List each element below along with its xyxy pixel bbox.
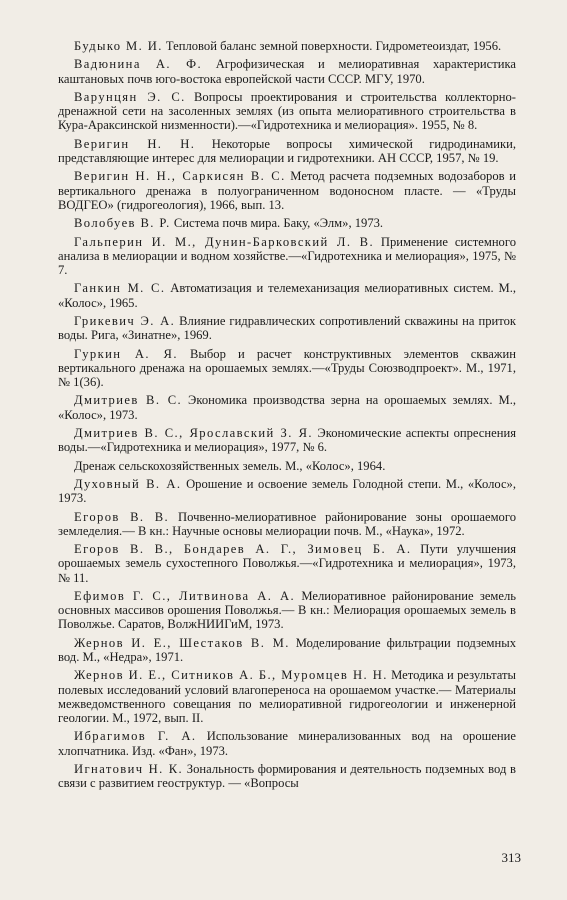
entry-text: Почвенно-мелиоративное районирование зоны орошаемого земледелия.— В кн.: Научные основы мелиорации почв. М., «Наука», 1972. xyxy=(58,509,517,538)
entry-text: Агрофизическая и мелиоративная характеристика каштановых почв юго-востока европейской части СССР. МГУ, 1970. xyxy=(58,57,517,86)
bibliography-list xyxy=(58,39,516,794)
bibliography-entry xyxy=(58,347,516,390)
bibliography-entry xyxy=(58,281,516,309)
entry-author: Вадюнина А. Ф. xyxy=(74,57,202,72)
bibliography-entry xyxy=(58,314,516,342)
entry-author: Егоров В. В., Бондарев А. Г., Зимовец Б. А. xyxy=(74,542,412,557)
bibliography-entry xyxy=(58,137,516,165)
entry-author: Веригин Н. Н., Саркисян В. С. xyxy=(74,169,286,184)
entry-author: Гальперин И. М., Дунин-Барковский Л. В. xyxy=(74,234,374,249)
entry-text: Зональность формирования и деятельность подземных вод в связи с развитием геоструктур. — «Вопросы xyxy=(58,761,516,791)
entry-author: Гуркин А. Я. xyxy=(74,346,178,361)
bibliography-entry xyxy=(58,459,516,473)
bibliography-entry xyxy=(58,477,516,505)
bibliography-entry xyxy=(58,57,516,85)
entry-text: Экономика производства зерна на орошаемых землях. М., «Колос», 1973. xyxy=(58,393,516,422)
entry-author: Духовный В. А. xyxy=(74,476,182,491)
entry-author: Дмитриев В. С., Ярославский З. Я. xyxy=(74,425,313,440)
bibliography-entry xyxy=(58,39,516,53)
bibliography-entry xyxy=(58,636,516,664)
bibliography-entry xyxy=(58,393,516,421)
bibliography-entry xyxy=(58,542,516,585)
entry-author: Волобуев В. Р. xyxy=(74,216,171,231)
entry-text: Влияние гидравлических сопротивлений скважины на приток воды. Рига, «Зинатне», 1969. xyxy=(58,313,516,343)
entry-text: Пути улучшения орошаемых земель сухостепного Поволжья.—«Гидротехника и мелиорация», 1973, № 11. xyxy=(58,542,516,585)
entry-text: Выбор и расчет конструктивных элементов скважин вертикального дренажа на орошаемых землях.—«Труды Союзводпроект». М., 1971, № 1(36). xyxy=(58,346,516,389)
entry-text: Тепловой баланс земной поверхности. Гидрометеоиздат, 1956. xyxy=(162,39,502,53)
page-number: 313 xyxy=(501,850,521,865)
bibliography-entry xyxy=(58,729,516,757)
entry-author: Будыко М. И. xyxy=(74,39,163,53)
entry-text: Мелиоративное районирование земель основных массивов орошения Поволжья.— В кн.: Мелиорация орошаемых земель в Поволжье. Саратов, ВолжНИИГиМ, 1973. xyxy=(58,588,516,632)
entry-author: Веригин Н. Н. xyxy=(74,136,196,151)
entry-text: Дренаж сельскохозяйственных земель. М., «Колос», 1964. xyxy=(74,458,386,473)
entry-text: Автоматизация и телемеханизация мелиоративных систем. М., «Колос», 1965. xyxy=(58,281,516,310)
bibliography-entry xyxy=(58,235,516,278)
entry-author: Жернов И. Е., Шестаков В. М. xyxy=(74,635,290,650)
entry-text: Методика и результаты полевых исследований условий влагопереноса на орошаемом участке.— Материалы межведомственного совещания по мелиоративной гидрогеологии и инженерной геологии. М., 1972, вып. II. xyxy=(58,668,517,725)
entry-author: Игнатович Н. К. xyxy=(74,761,184,776)
entry-text: Система почв мира. Баку, «Элм», 1973. xyxy=(170,216,384,231)
bibliography-entry xyxy=(58,762,516,790)
entry-text: Моделирование фильтрации подземных вод. М., «Недра», 1971. xyxy=(58,635,517,664)
bibliography-entry xyxy=(58,426,516,454)
bibliography-entry xyxy=(58,668,516,725)
entry-author: Ганкин М. С. xyxy=(74,281,166,296)
bibliography-entry xyxy=(58,589,516,632)
bibliography-entry xyxy=(58,90,516,133)
bibliography-entry xyxy=(58,510,516,538)
entry-text: Метод расчета подземных водозаборов и вертикального дренажа в полуограниченном водоносном пласте. — «Труды ВОДГЕО» (гидрогеология), 1966, вып. 13. xyxy=(58,169,516,212)
entry-text: Использование минерализованных вод на орошение хлопчатника. Изд. «Фан», 1973. xyxy=(58,729,516,758)
entry-text: Некоторые вопросы химической гидродинамики, представляющие интерес для мелиорации и гидротехники. АН СССР, 1957, № 19. xyxy=(58,136,516,165)
entry-author: Ефимов Г. С., Литвинова А. А. xyxy=(74,588,296,603)
entry-author: Грикевич Э. А. xyxy=(74,313,176,328)
entry-author: Дмитриев В. С. xyxy=(74,393,183,408)
entry-text: Орошение и освоение земель Голодной степи. М., «Колос», 1973. xyxy=(58,476,517,506)
bibliography-entry xyxy=(58,169,516,212)
entry-text: Экономические аспекты опреснения воды.—«Гидротехника и мелиорация», 1977, № 6. xyxy=(58,425,517,455)
entry-author: Жернов И. Е., Ситников А. Б., Муромцев Н. Н. xyxy=(74,668,388,683)
bibliography-entry xyxy=(58,216,516,230)
entry-text: Вопросы проектирования и строительства коллекторно-дренажной сети на засоленных землях (из опыта мелиоративного строительства в Кура-Араксинской низменности).—«Гидротехника и мелиорация». 1955, № 8. xyxy=(58,89,516,133)
entry-author: Варунцян Э. С. xyxy=(74,89,186,104)
entry-text: Применение системного анализа в мелиорации и водном хозяйстве.—«Гидротехника и мелиорация», 1975, № 7. xyxy=(58,234,516,277)
entry-author: Егоров В. В. xyxy=(74,509,170,524)
entry-author: Ибрагимов Г. А. xyxy=(74,729,197,744)
